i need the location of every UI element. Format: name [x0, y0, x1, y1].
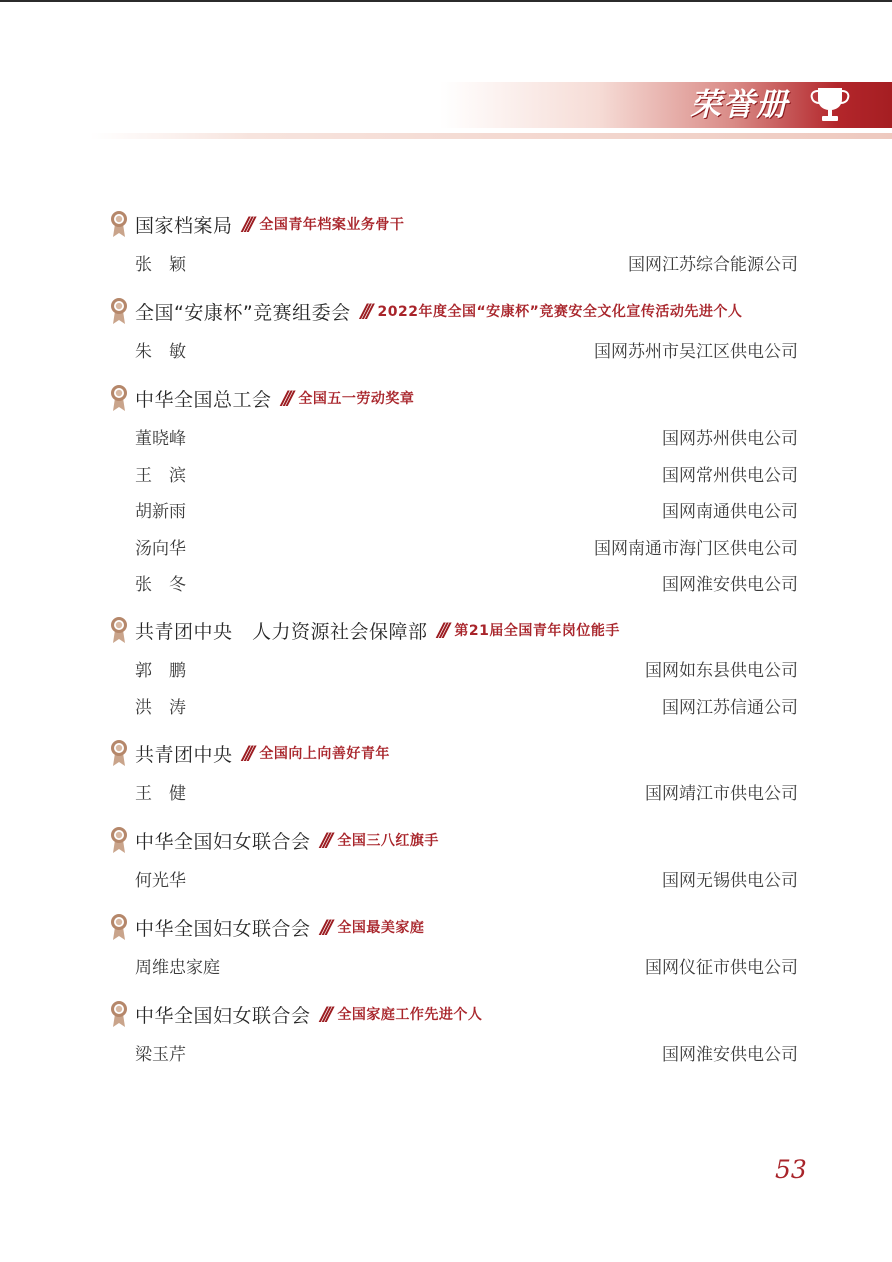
recipient-name: 王 滨 — [135, 465, 186, 486]
medal-icon — [108, 912, 130, 942]
recipient-company: 国网淮安供电公司 — [662, 1045, 798, 1065]
award-header — [108, 825, 439, 855]
recipient-row — [135, 955, 798, 981]
separator-slashes-icon: /// — [360, 300, 370, 322]
awarding-organization: 中华全国妇女联合会 — [135, 830, 311, 853]
medal-icon — [108, 738, 130, 768]
award-header — [108, 615, 620, 645]
separator-slashes-icon: /// — [320, 829, 330, 851]
recipient-row — [135, 572, 798, 598]
recipient-company: 国网常州供电公司 — [662, 465, 798, 486]
recipient-row — [135, 695, 798, 721]
recipient-row — [135, 1042, 798, 1068]
awarding-organization: 中华全国妇女联合会 — [135, 917, 311, 940]
honor-title: 第21届全国青年岗位能手 — [454, 623, 620, 639]
medal-icon — [108, 209, 130, 239]
recipient-name: 汤向华 — [135, 538, 186, 559]
honor-title: 全国最美家庭 — [337, 920, 425, 936]
separator-slashes-icon: /// — [242, 742, 252, 764]
medal-icon — [108, 296, 130, 326]
award-header — [108, 209, 404, 239]
recipient-name: 张 颖 — [135, 255, 186, 275]
recipient-company: 国网无锡供电公司 — [662, 871, 798, 891]
honor-title: 全国家庭工作先进个人 — [337, 1007, 483, 1023]
page-top-border — [0, 0, 892, 2]
recipient-row — [135, 536, 798, 562]
award-header — [108, 383, 414, 413]
recipient-row — [135, 658, 798, 684]
recipient-company: 国网仪征市供电公司 — [645, 958, 798, 978]
recipient-name: 董晓峰 — [135, 429, 186, 449]
trophy-icon — [808, 85, 852, 125]
award-header — [108, 296, 742, 326]
recipient-company: 国网江苏信通公司 — [662, 697, 798, 718]
recipient-name: 张 冬 — [135, 575, 186, 595]
honor-title: 全国向上向善好青年 — [259, 746, 390, 762]
medal-icon — [108, 999, 130, 1029]
medal-icon — [108, 825, 130, 855]
separator-slashes-icon: /// — [437, 619, 447, 641]
awarding-organization: 国家档案局 — [135, 214, 233, 237]
awarding-organization: 中华全国总工会 — [135, 388, 272, 411]
award-header — [108, 999, 482, 1029]
recipient-company: 国网苏州供电公司 — [662, 429, 798, 449]
recipient-name: 何光华 — [135, 871, 186, 891]
recipient-row — [135, 463, 798, 489]
recipient-company: 国网南通供电公司 — [662, 502, 798, 522]
recipient-row — [135, 868, 798, 894]
recipient-company: 国网江苏综合能源公司 — [628, 255, 798, 275]
recipient-company: 国网南通市海门区供电公司 — [594, 538, 798, 559]
separator-slashes-icon: /// — [242, 213, 252, 235]
awarding-organization: 中华全国妇女联合会 — [135, 1004, 311, 1027]
recipient-name: 郭 鹏 — [135, 661, 186, 681]
awarding-organization: 全国“安康杯”竞赛组委会 — [135, 301, 351, 324]
award-header — [108, 738, 390, 768]
separator-slashes-icon: /// — [320, 1003, 330, 1025]
recipient-name: 周维忠家庭 — [135, 958, 220, 978]
recipient-row — [135, 252, 798, 278]
recipient-name: 朱 敏 — [135, 342, 186, 362]
honor-title: 2022年度全国“安康杯”竞赛安全文化宣传活动先进个人 — [377, 304, 743, 320]
honor-title: 全国三八红旗手 — [337, 833, 439, 849]
recipient-name: 胡新雨 — [135, 502, 186, 522]
page-number: 53 — [775, 1155, 807, 1184]
separator-slashes-icon: /// — [320, 916, 330, 938]
recipient-company: 国网如东县供电公司 — [645, 661, 798, 681]
awarding-organization: 共青团中央 — [135, 743, 233, 766]
recipient-row — [135, 499, 798, 525]
recipient-company: 国网苏州市吴江区供电公司 — [594, 342, 798, 362]
recipient-row — [135, 781, 798, 807]
honor-title: 全国青年档案业务骨干 — [259, 217, 405, 233]
medal-icon — [108, 383, 130, 413]
medal-icon — [108, 615, 130, 645]
separator-slashes-icon: /// — [281, 387, 291, 409]
recipient-name: 洪 涛 — [135, 697, 186, 718]
recipient-row — [135, 426, 798, 452]
awarding-organization: 共青团中央 人力资源社会保障部 — [135, 620, 428, 643]
recipient-company: 国网靖江市供电公司 — [645, 784, 798, 804]
recipient-company: 国网淮安供电公司 — [662, 575, 798, 595]
honor-title: 全国五一劳动奖章 — [298, 391, 415, 407]
recipient-row — [135, 339, 798, 365]
recipient-name: 梁玉芹 — [135, 1045, 186, 1065]
award-header — [108, 912, 424, 942]
section-title: 荣誉册 — [690, 87, 789, 123]
recipient-name: 王 健 — [135, 784, 186, 804]
header-underline — [90, 133, 892, 139]
